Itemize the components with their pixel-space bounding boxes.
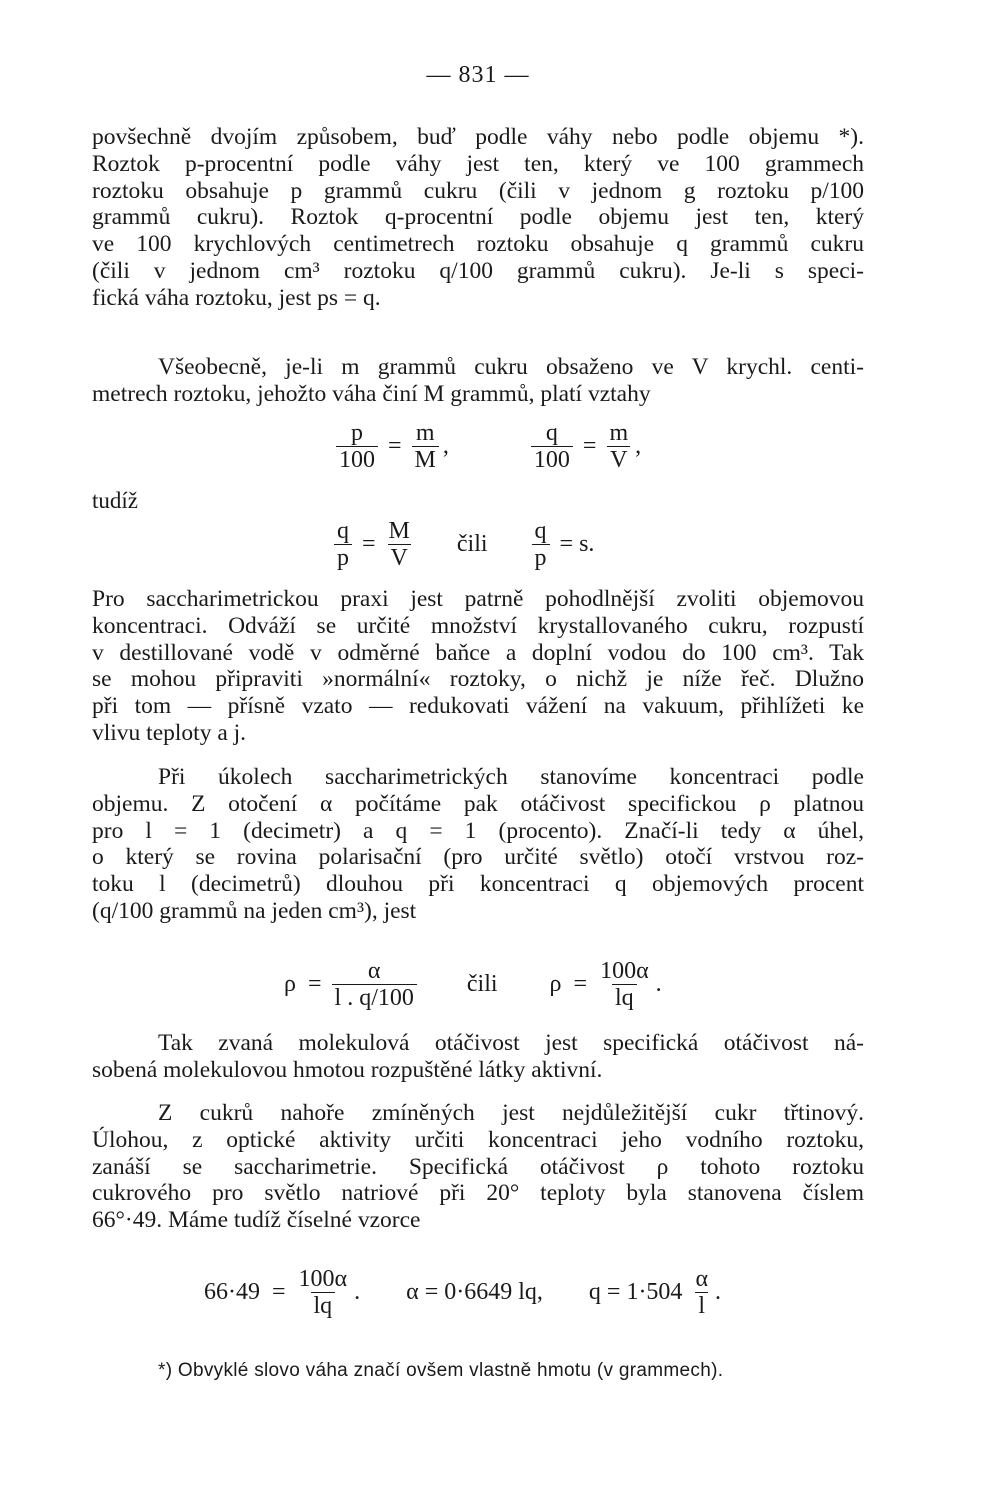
numerator: m xyxy=(609,420,629,446)
fraction xyxy=(606,420,631,473)
paragraph-1 xyxy=(92,124,864,312)
numerator: q xyxy=(534,518,547,544)
equation-1 xyxy=(332,420,647,473)
text-line: 66°·49. Máme tudíž číselné vzorce xyxy=(92,1207,421,1234)
fraction xyxy=(332,958,417,1011)
equals-sign: = xyxy=(582,433,597,459)
numerator: 100α xyxy=(600,958,649,984)
equals-sign: = xyxy=(307,971,322,997)
numerator: p xyxy=(351,420,363,446)
equals-sign: = xyxy=(573,971,588,997)
text-line: Roztok p-procentní podle váhy jest ten, který ve 100 grammech xyxy=(92,150,864,177)
paragraph-2 xyxy=(92,354,864,408)
text-line: pro l = 1 (decimetr) a q = 1 (procento). Značí-li tedy α úhel, xyxy=(92,817,864,844)
fraction xyxy=(692,1266,711,1319)
text-line: při tom — přísně vzato — redukovati vážení na vakuum, přihlížeti ke xyxy=(92,693,864,720)
numerator: α xyxy=(695,1266,709,1292)
numerator: m xyxy=(415,420,435,446)
equals-sign: = xyxy=(559,531,574,557)
text-line: zanáší se saccharimetrie. Specifická otáčivost ρ tohoto roztoku xyxy=(92,1153,864,1180)
numerator: q xyxy=(337,518,349,544)
footnote: *) Obvyklé slovo váha značí ovšem vlastně hmotu (v grammech). xyxy=(158,1360,724,1381)
equals-sign: = xyxy=(388,433,402,459)
denominator: lq xyxy=(311,1292,336,1319)
comma: , xyxy=(635,433,642,459)
text-line: vlivu teploty a j. xyxy=(92,719,247,746)
denominator: 100 xyxy=(336,446,378,473)
text-line: fická váha roztoku, jest ps = q. xyxy=(92,284,381,311)
paragraph-5 xyxy=(92,1030,864,1084)
text-line: (čili v jednom cm³ roztoku q/100 grammů cukru). Je-li s speci- xyxy=(92,257,864,284)
denominator: lq xyxy=(612,984,637,1011)
denominator: p xyxy=(334,544,352,571)
rhs: s. xyxy=(579,531,595,557)
comma: , xyxy=(442,433,449,459)
tudiz-label: tudíž xyxy=(92,488,138,513)
page-number: — 831 — xyxy=(426,62,530,88)
fraction xyxy=(336,420,378,473)
rho-symbol: ρ xyxy=(284,971,296,997)
equation-3 xyxy=(278,958,668,1011)
text-line: Pro saccharimetrickou praxi jest patrně pohodlnější zvoliti objemovou xyxy=(92,586,864,612)
text-line: grammů cukru). Roztok q-procentní podle objemu jest ten, který xyxy=(92,204,864,231)
denominator: l xyxy=(695,1292,708,1319)
paragraph-4 xyxy=(92,764,864,925)
text-line: Úlohou, z optické aktivity určiti koncentraci jeho vodního roztoku, xyxy=(92,1126,864,1153)
fraction xyxy=(532,518,550,571)
period: . xyxy=(715,1279,722,1305)
equation-2 xyxy=(330,518,600,571)
paragraph-6 xyxy=(92,1100,864,1234)
text-line: sobená molekulovou hmotou rozpuštěné látky aktivní. xyxy=(92,1056,603,1083)
text-line: Z cukrů nahoře zmíněných jest nejdůležitější cukr třtinový. xyxy=(158,1100,864,1126)
alpha-formula: α = 0·6649 lq, xyxy=(406,1279,543,1305)
fraction xyxy=(334,518,352,571)
numerator: q xyxy=(545,420,558,446)
period: . xyxy=(655,971,662,997)
rho-symbol: ρ xyxy=(549,971,562,997)
text-line: v destillované vodě v odměrné baňce a doplní vodou do 100 cm³. Tak xyxy=(92,639,864,666)
text-line: (q/100 grammů na jeden cm³), jest xyxy=(92,897,417,924)
period: . xyxy=(354,1279,361,1305)
equation-4 xyxy=(198,1266,727,1319)
paragraph-3 xyxy=(92,586,864,747)
fraction xyxy=(531,420,573,473)
equals-sign: = xyxy=(272,1279,286,1305)
denominator: V xyxy=(388,544,411,571)
text-line: cukrového pro světlo natriové při 20° teploty byla stanovena číslem xyxy=(92,1180,864,1207)
text-line: Při úkolech saccharimetrických stanovíme koncentraci podle xyxy=(158,764,864,790)
equation-lhs: 66·49 xyxy=(204,1279,260,1305)
fraction xyxy=(412,420,439,473)
denominator: 100 xyxy=(531,446,573,473)
denominator: M xyxy=(412,446,439,473)
fraction xyxy=(597,958,652,1011)
numerator: α xyxy=(367,958,381,984)
denominator: p xyxy=(532,544,550,571)
text-line: toku l (decimetrů) dlouhou při koncentraci q objemových procent xyxy=(92,871,864,898)
fraction xyxy=(296,1266,351,1319)
text-line: se mohou připraviti »normální« roztoky, o nichž je níže řeč. Dlužno xyxy=(92,666,864,693)
text-line: roztoku obsahuje p grammů cukru (čili v jednom g roztoku p/100 xyxy=(92,177,864,204)
text-line: metrech roztoku, jehožto váha činí M grammů, platí vztahy xyxy=(92,380,651,407)
text-line: o který se rovina polarisační (pro určité světlo) otočí vrstvou roz- xyxy=(92,844,864,871)
denominator: l . q/100 xyxy=(332,984,417,1011)
numerator: M xyxy=(388,518,410,544)
q-formula-lhs: q = 1·504 xyxy=(588,1279,683,1305)
document-page xyxy=(92,0,864,1502)
text-line: objemu. Z otočení α počítáme pak otáčivost specifickou ρ platnou xyxy=(92,790,864,817)
cili-word: čili xyxy=(466,971,498,997)
text-line: Všeobecně, je-li m grammů cukru obsaženo ve V krychl. centi- xyxy=(158,354,864,380)
text-line: koncentraci. Odváží se určité množství krystallovaného cukru, rozpustí xyxy=(92,612,864,639)
equals-sign: = xyxy=(362,531,376,557)
fraction xyxy=(386,518,413,571)
denominator: V xyxy=(607,446,630,473)
text-line: povšechně dvojím způsobem, buď podle váhy nebo podle objemu *). xyxy=(92,124,864,150)
cili-word: čili xyxy=(456,531,488,557)
numerator: 100α xyxy=(298,1266,348,1292)
text-line: Tak zvaná molekulová otáčivost jest specifická otáčivost ná- xyxy=(158,1030,864,1056)
text-line: ve 100 krychlových centimetrech roztoku obsahuje q grammů cukru xyxy=(92,231,864,258)
